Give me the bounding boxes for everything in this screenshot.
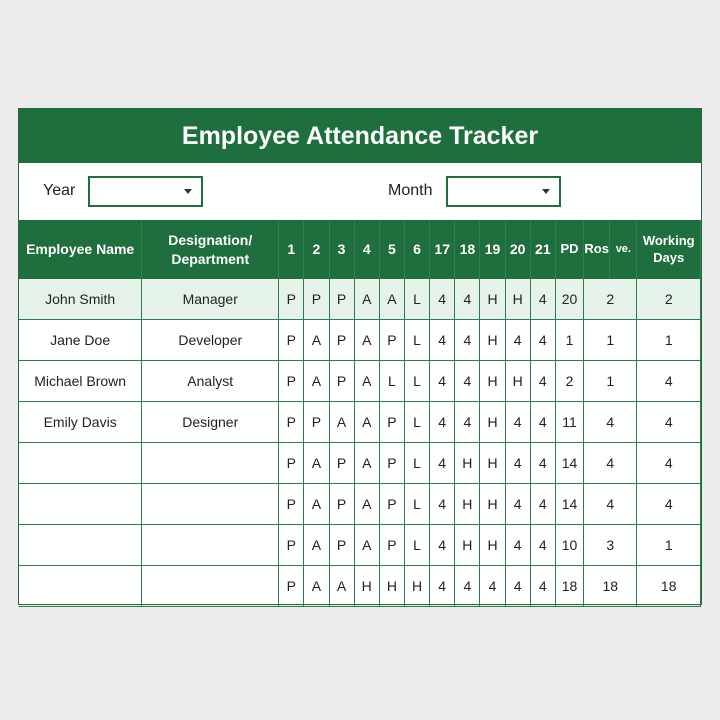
table-row <box>19 320 701 361</box>
day-status-cell: 4 <box>430 320 455 361</box>
day-status-cell: H <box>354 566 379 607</box>
day-status-cell: A <box>354 402 379 443</box>
header-employee-name: Employee Name <box>19 220 142 279</box>
day-status-cell: H <box>379 566 404 607</box>
day-status-cell: 4 <box>505 402 530 443</box>
header-day: 21 <box>530 220 555 279</box>
ros-cell: 2 <box>584 279 637 320</box>
day-status-cell: L <box>404 361 429 402</box>
month-label: Month <box>388 182 433 199</box>
header-day: 20 <box>505 220 530 279</box>
day-status-cell: P <box>329 443 354 484</box>
day-status-cell: P <box>279 443 304 484</box>
ros-cell: 1 <box>584 361 637 402</box>
day-status-cell: P <box>279 279 304 320</box>
working-days-cell: 1 <box>637 525 701 566</box>
header-day: 5 <box>379 220 404 279</box>
year-select[interactable] <box>88 176 203 207</box>
day-status-cell: 4 <box>455 402 480 443</box>
day-status-cell: A <box>354 484 379 525</box>
page-title: Employee Attendance Tracker <box>19 109 701 163</box>
day-status-cell: A <box>379 279 404 320</box>
working-days-cell: 4 <box>637 361 701 402</box>
designation-cell: Manager <box>142 279 279 320</box>
day-status-cell: L <box>404 402 429 443</box>
day-status-cell: P <box>379 402 404 443</box>
day-status-cell: H <box>480 443 505 484</box>
day-status-cell: P <box>379 320 404 361</box>
pd-cell: 20 <box>555 279 583 320</box>
day-status-cell: H <box>455 443 480 484</box>
day-status-cell: 4 <box>530 525 555 566</box>
day-status-cell: 4 <box>430 525 455 566</box>
header-ros: Ros <box>584 220 610 279</box>
day-status-cell: A <box>304 361 329 402</box>
day-status-cell: 4 <box>430 484 455 525</box>
header-day: 18 <box>455 220 480 279</box>
day-status-cell: A <box>304 443 329 484</box>
day-status-cell: 4 <box>455 279 480 320</box>
day-status-cell: H <box>480 361 505 402</box>
working-days-cell: 4 <box>637 484 701 525</box>
day-status-cell: 4 <box>530 443 555 484</box>
ros-cell: 1 <box>584 320 637 361</box>
day-status-cell: 4 <box>430 566 455 607</box>
day-status-cell: H <box>480 320 505 361</box>
ros-cell: 4 <box>584 402 637 443</box>
month-select[interactable] <box>446 176 561 207</box>
day-status-cell: H <box>480 484 505 525</box>
header-day: 2 <box>304 220 329 279</box>
pd-cell: 1 <box>555 320 583 361</box>
day-status-cell: A <box>304 525 329 566</box>
day-status-cell: P <box>279 361 304 402</box>
employee-name-cell <box>19 484 142 525</box>
day-status-cell: P <box>379 525 404 566</box>
day-status-cell: H <box>455 525 480 566</box>
designation-cell <box>142 443 279 484</box>
header-ve: ve. <box>610 220 637 279</box>
day-status-cell: 4 <box>430 402 455 443</box>
working-days-cell: 4 <box>637 443 701 484</box>
table-row <box>19 525 701 566</box>
day-status-cell: 4 <box>430 361 455 402</box>
day-status-cell: A <box>304 484 329 525</box>
working-days-cell: 18 <box>637 566 701 607</box>
day-status-cell: H <box>455 484 480 525</box>
designation-cell: Analyst <box>142 361 279 402</box>
day-status-cell: 4 <box>455 566 480 607</box>
pd-cell: 10 <box>555 525 583 566</box>
day-status-cell: P <box>304 402 329 443</box>
table-row <box>19 566 701 607</box>
working-days-cell: 1 <box>637 320 701 361</box>
ros-cell: 4 <box>584 443 637 484</box>
day-status-cell: 4 <box>530 320 555 361</box>
header-designation: Designation/ Department <box>142 220 279 279</box>
day-status-cell: L <box>379 361 404 402</box>
day-status-cell: H <box>480 525 505 566</box>
filter-row <box>19 163 701 220</box>
designation-cell: Developer <box>142 320 279 361</box>
table-body <box>19 279 701 607</box>
pd-cell: 14 <box>555 443 583 484</box>
chevron-down-icon <box>542 189 550 194</box>
day-status-cell: H <box>404 566 429 607</box>
day-status-cell: P <box>304 279 329 320</box>
table-header-row <box>19 220 701 279</box>
day-status-cell: 4 <box>455 361 480 402</box>
designation-cell: Designer <box>142 402 279 443</box>
header-day: 3 <box>329 220 354 279</box>
pd-cell: 14 <box>555 484 583 525</box>
working-days-cell: 2 <box>637 279 701 320</box>
day-status-cell: 4 <box>455 320 480 361</box>
day-status-cell: A <box>304 566 329 607</box>
day-status-cell: P <box>329 279 354 320</box>
day-status-cell: 4 <box>530 566 555 607</box>
attendance-table <box>19 220 701 607</box>
day-status-cell: A <box>329 566 354 607</box>
chevron-down-icon <box>184 189 192 194</box>
employee-name-cell: Emily Davis <box>19 402 142 443</box>
day-status-cell: P <box>329 320 354 361</box>
day-status-cell: H <box>480 279 505 320</box>
day-status-cell: 4 <box>505 566 530 607</box>
attendance-tracker-card <box>18 108 702 605</box>
day-status-cell: P <box>279 525 304 566</box>
day-status-cell: P <box>279 320 304 361</box>
day-status-cell: 4 <box>530 484 555 525</box>
year-label: Year <box>43 182 76 199</box>
day-status-cell: 4 <box>480 566 505 607</box>
employee-name-cell <box>19 443 142 484</box>
designation-cell <box>142 525 279 566</box>
day-status-cell: A <box>354 525 379 566</box>
day-status-cell: P <box>379 484 404 525</box>
day-status-cell: 4 <box>505 320 530 361</box>
ros-cell: 3 <box>584 525 637 566</box>
day-status-cell: L <box>404 320 429 361</box>
employee-name-cell: Jane Doe <box>19 320 142 361</box>
employee-name-cell: Michael Brown <box>19 361 142 402</box>
day-status-cell: A <box>329 402 354 443</box>
day-status-cell: P <box>329 525 354 566</box>
day-status-cell: 4 <box>530 402 555 443</box>
day-status-cell: P <box>329 484 354 525</box>
day-status-cell: A <box>354 443 379 484</box>
day-status-cell: L <box>404 484 429 525</box>
ros-cell: 18 <box>584 566 637 607</box>
day-status-cell: L <box>404 443 429 484</box>
header-day: 6 <box>404 220 429 279</box>
day-status-cell: L <box>404 279 429 320</box>
header-day: 17 <box>430 220 455 279</box>
pd-cell: 11 <box>555 402 583 443</box>
day-status-cell: L <box>404 525 429 566</box>
header-pd: PD <box>555 220 583 279</box>
header-day: 1 <box>279 220 304 279</box>
employee-name-cell <box>19 525 142 566</box>
day-status-cell: 4 <box>430 279 455 320</box>
table-row <box>19 279 701 320</box>
day-status-cell: P <box>279 402 304 443</box>
table-row <box>19 484 701 525</box>
designation-cell <box>142 484 279 525</box>
table-row <box>19 361 701 402</box>
ros-cell: 4 <box>584 484 637 525</box>
day-status-cell: 4 <box>530 279 555 320</box>
day-status-cell: A <box>354 320 379 361</box>
working-days-cell: 4 <box>637 402 701 443</box>
day-status-cell: 4 <box>505 484 530 525</box>
day-status-cell: 4 <box>505 443 530 484</box>
day-status-cell: P <box>379 443 404 484</box>
day-status-cell: 4 <box>530 361 555 402</box>
table-row <box>19 443 701 484</box>
day-status-cell: P <box>279 566 304 607</box>
day-status-cell: A <box>354 279 379 320</box>
day-status-cell: H <box>480 402 505 443</box>
header-day: 4 <box>354 220 379 279</box>
pd-cell: 2 <box>555 361 583 402</box>
day-status-cell: 4 <box>505 525 530 566</box>
day-status-cell: 4 <box>430 443 455 484</box>
header-day: 19 <box>480 220 505 279</box>
employee-name-cell <box>19 566 142 607</box>
day-status-cell: A <box>304 320 329 361</box>
employee-name-cell: John Smith <box>19 279 142 320</box>
designation-cell <box>142 566 279 607</box>
pd-cell: 18 <box>555 566 583 607</box>
day-status-cell: P <box>329 361 354 402</box>
day-status-cell: A <box>354 361 379 402</box>
day-status-cell: H <box>505 361 530 402</box>
day-status-cell: H <box>505 279 530 320</box>
table-row <box>19 402 701 443</box>
day-status-cell: P <box>279 484 304 525</box>
header-working-days: Working Days <box>637 220 701 279</box>
